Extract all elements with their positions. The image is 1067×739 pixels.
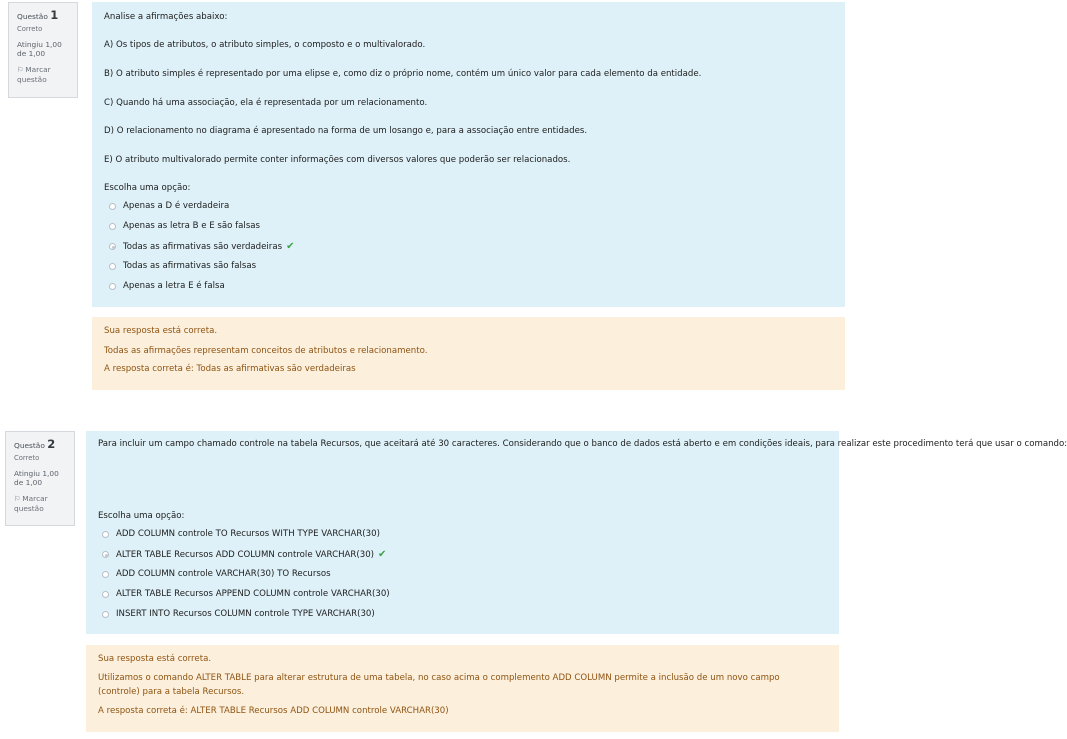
answer-option[interactable]	[102, 569, 331, 579]
question-number: 1	[50, 8, 59, 22]
answer-option[interactable]	[109, 221, 260, 231]
feedback-correct-answer: A resposta correta é: ALTER TABLE Recursos ADD COLUMN controle VARCHAR(30)	[98, 706, 449, 716]
question-feedback-2	[86, 645, 839, 732]
radio-button-checked[interactable]	[109, 243, 116, 250]
radio-button[interactable]	[109, 283, 116, 290]
question-formulation-2	[86, 431, 1067, 634]
answer-option-selected[interactable]	[109, 241, 294, 252]
answer-option-label: ALTER TABLE Recursos ADD COLUMN controle VARCHAR(30)	[116, 549, 375, 560]
question-feedback-1	[92, 317, 845, 390]
question-grade: Atingiu 1,00 de 1,00	[17, 39, 62, 59]
choice-prompt: Escolha uma opção:	[104, 183, 191, 193]
answer-option-label: ADD COLUMN controle TO Recursos WITH TYPE VARCHAR(30)	[116, 529, 380, 539]
question-formulation-1	[92, 2, 845, 307]
question-info-1	[8, 2, 78, 98]
answer-option[interactable]	[102, 609, 375, 619]
check-icon: ✔	[286, 241, 295, 252]
answer-option[interactable]	[102, 589, 390, 599]
answer-option-label: Todas as afirmativas são verdadeiras	[123, 241, 283, 252]
question-text-line: E) O atributo multivalorado permite conter informações com diversos valores que poderão ser relacionados.	[104, 155, 571, 165]
question-state: Correto	[17, 24, 43, 33]
radio-button[interactable]	[109, 223, 116, 230]
question-number: 2	[47, 437, 56, 451]
question-label: Questão	[17, 12, 48, 21]
answer-option-label: ALTER TABLE Recursos APPEND COLUMN controle VARCHAR(30)	[116, 589, 390, 599]
feedback-correct-answer: A resposta correta é: Todas as afirmativas são verdadeiras	[104, 364, 356, 374]
answer-option-label: Apenas a letra E é falsa	[123, 281, 225, 291]
flag-label: Marcar questão	[14, 494, 48, 514]
answer-option-label: Apenas a D é verdadeira	[123, 201, 230, 211]
check-icon: ✔	[378, 549, 387, 560]
question-text-line: B) O atributo simples é representado por uma elipse e, como diz o próprio nome, contém um único valor para cada elemento da entidade.	[104, 69, 702, 79]
radio-button[interactable]	[109, 263, 116, 270]
radio-button[interactable]	[102, 571, 109, 578]
radio-button[interactable]	[109, 203, 116, 210]
feedback-explanation: Todas as afirmações representam conceitos de atributos e relacionamento.	[104, 346, 428, 356]
question-info-2	[5, 431, 75, 526]
answer-option[interactable]	[109, 201, 229, 211]
radio-button[interactable]	[102, 531, 109, 538]
flag-label: Marcar questão	[17, 65, 51, 85]
flag-icon: ⚐	[14, 495, 21, 504]
question-text-line: Analise a afirmações abaixo:	[104, 12, 228, 22]
answer-option[interactable]	[102, 529, 380, 539]
question-number-line	[17, 8, 72, 23]
feedback-status: Sua resposta está correta.	[98, 654, 212, 664]
answer-option-selected[interactable]	[102, 549, 386, 560]
choice-prompt: Escolha uma opção:	[98, 511, 185, 521]
question-label: Questão	[14, 441, 45, 450]
answer-option-label: Apenas as letra B e E são falsas	[123, 221, 261, 231]
answer-option[interactable]	[109, 281, 225, 291]
radio-button[interactable]	[102, 611, 109, 618]
feedback-status: Sua resposta está correta.	[104, 326, 218, 336]
question-grade: Atingiu 1,00 de 1,00	[14, 468, 59, 488]
question-text: Para incluir um campo chamado controle na tabela Recursos, que aceitará até 30 caracteres. Considerando que o banco de dados está aberto e em condições ideais, para realizar este procedimento terá que usar o comando:	[98, 439, 1067, 449]
feedback-explanation: Utilizamos o comando ALTER TABLE para alterar estrutura de uma tabela, no caso acima o complemento ADD COLUMN permite a inclusão de um novo campo (controle) para a tabela Recursos.	[98, 673, 780, 698]
flag-question-link[interactable]	[17, 65, 72, 85]
question-text-line: C) Quando há uma associação, ela é representada por um relacionamento.	[104, 98, 428, 108]
answer-option[interactable]	[109, 261, 256, 271]
question-number-line	[14, 437, 69, 452]
flag-question-link[interactable]	[14, 494, 69, 514]
answer-option-label: ADD COLUMN controle VARCHAR(30) TO Recursos	[116, 569, 331, 579]
question-state: Correto	[14, 453, 40, 462]
answer-option-label: Todas as afirmativas são falsas	[123, 261, 257, 271]
question-text-line: D) O relacionamento no diagrama é apresentado na forma de um losango e, para a associação entre entidades.	[104, 126, 588, 136]
flag-icon: ⚐	[17, 66, 24, 75]
question-text-line: A) Os tipos de atributos, o atributo simples, o composto e o multivalorado.	[104, 40, 426, 50]
radio-button[interactable]	[102, 591, 109, 598]
radio-button-checked[interactable]	[102, 551, 109, 558]
answer-option-label: INSERT INTO Recursos COLUMN controle TYPE VARCHAR(30)	[116, 609, 375, 619]
